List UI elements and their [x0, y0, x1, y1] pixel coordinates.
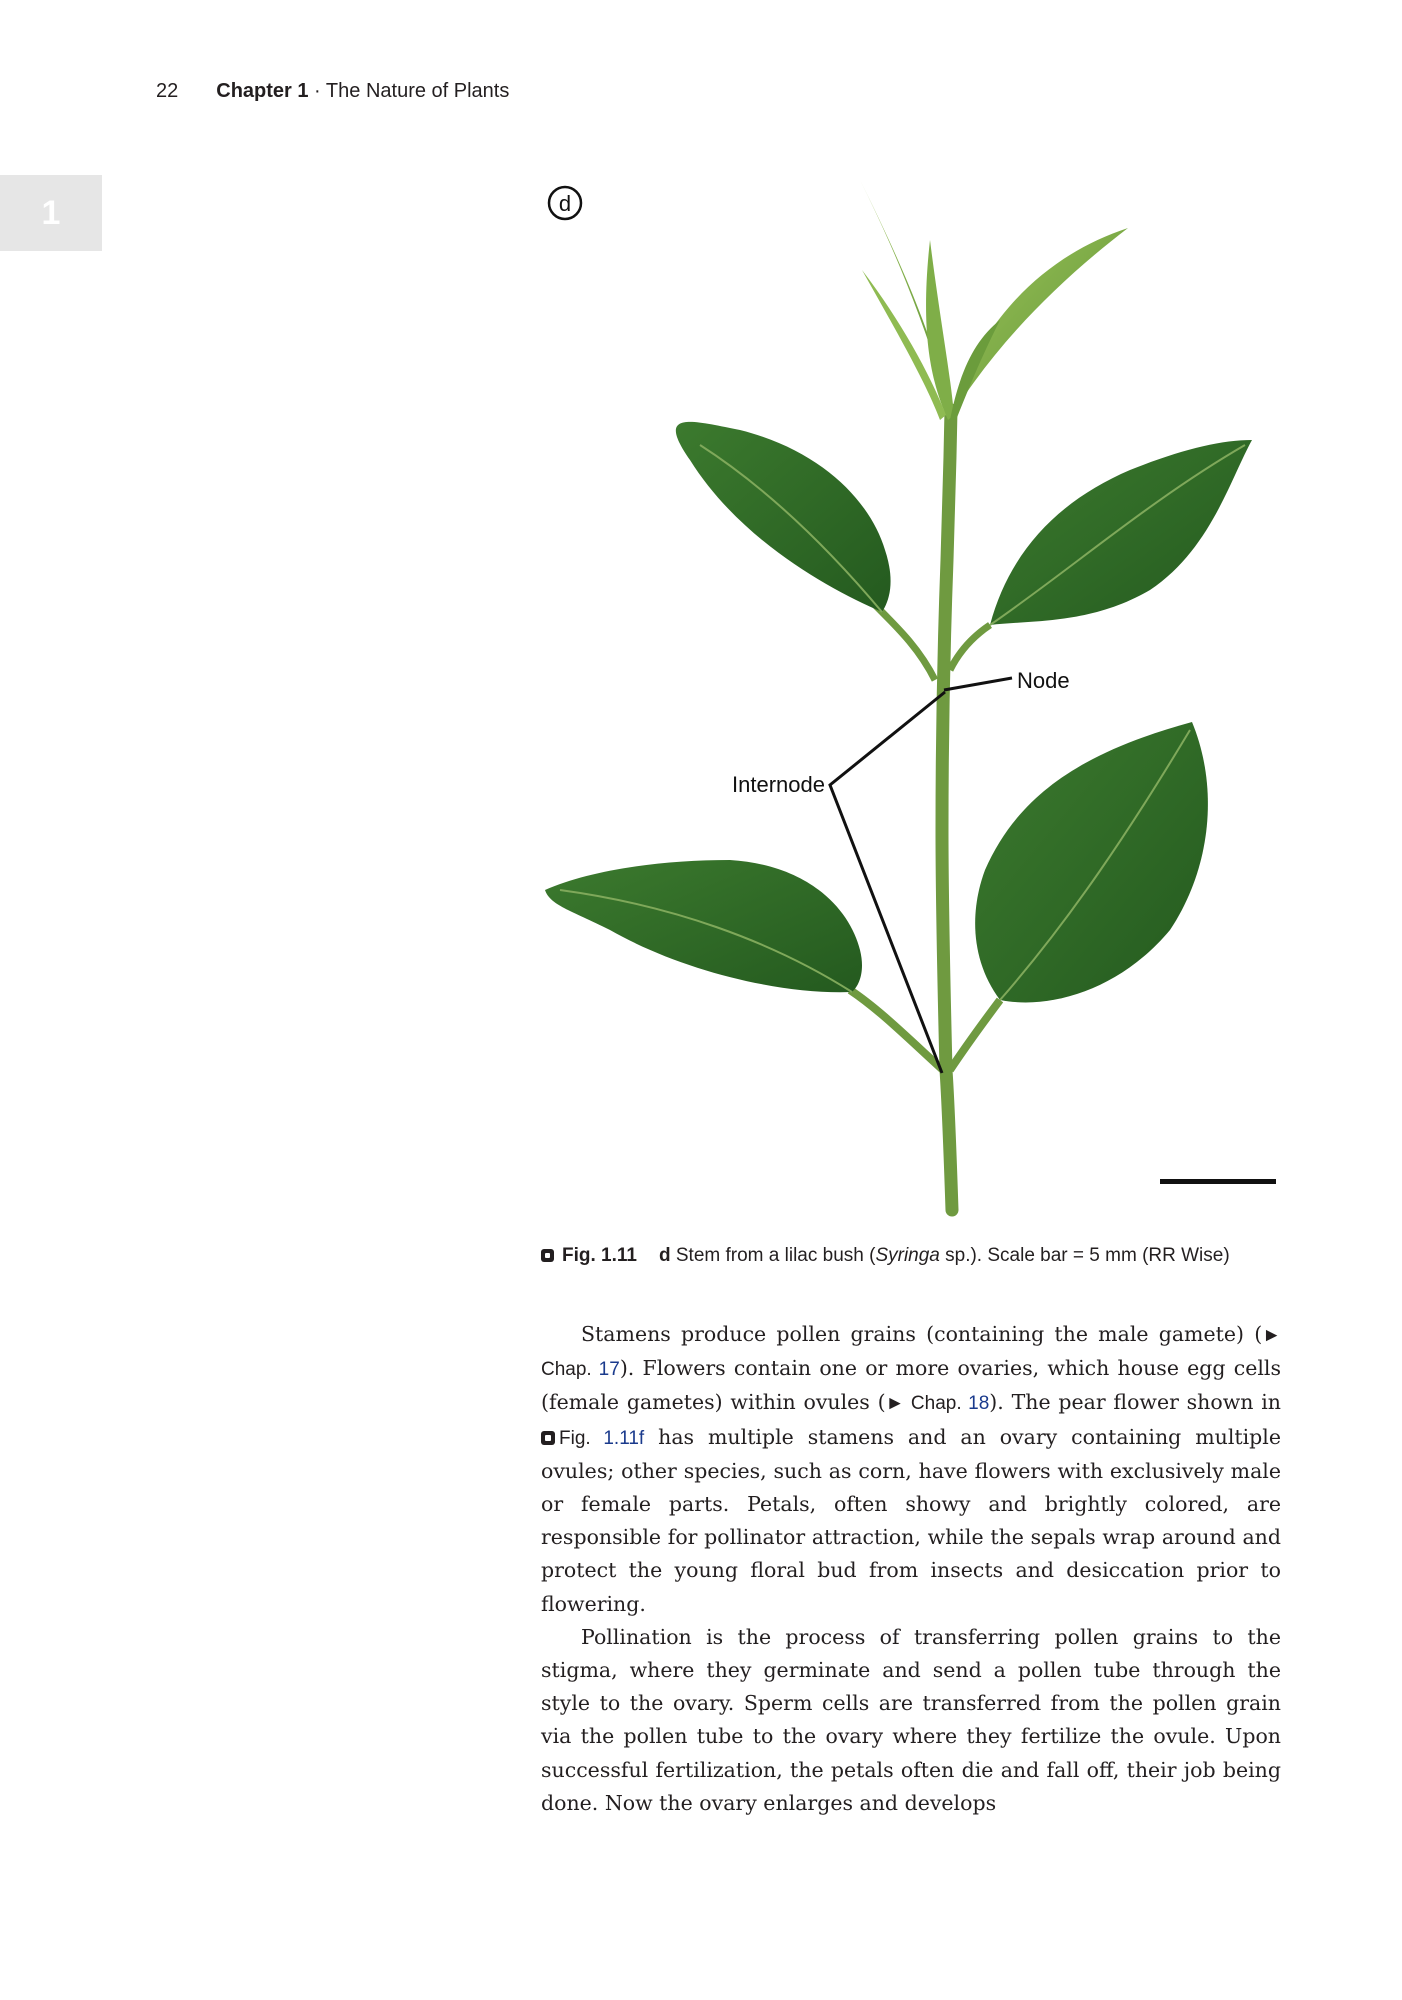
running-head — [156, 80, 509, 103]
caption-text-after: sp.). Scale bar = 5 mm (RR Wise) — [939, 1245, 1230, 1266]
chapter-title: The Nature of Plants — [325, 80, 510, 102]
chapter-tab: 1 — [0, 175, 102, 251]
caption-italic-genus: Syringa — [875, 1245, 940, 1266]
header-separator: · — [308, 80, 326, 102]
paragraph-1-text-b: ). Flowers contain one or more ovaries, which house egg cells (female gametes) within ovules ( — [541, 1356, 1281, 1415]
cross-ref-number: 18 — [968, 1393, 990, 1415]
paragraph-1-text-d: has multiple stamens and an ovary containing multiple ovules; other species, such as corn, have flowers with exclusively male or female parts. Petals, often showy and brightly colored, are responsible for pollinator attraction, while the sepals wrap around and protect the young floral bud from insects and desiccation prior to flowering. — [541, 1424, 1281, 1616]
leaf-lower-left — [545, 860, 943, 1070]
paragraph-1-text-c: ). The pear flower shown in — [989, 1390, 1281, 1415]
node-label: Node — [1017, 668, 1070, 693]
figure-caption — [541, 1245, 1281, 1267]
scale-bar — [1160, 1179, 1276, 1184]
main-stem — [942, 410, 952, 1210]
internode-label: Internode — [732, 772, 825, 797]
figure-lilac-stem — [530, 170, 1290, 1230]
cross-ref-number: 1.11f — [603, 1427, 645, 1449]
leaf-lower-right — [950, 722, 1208, 1070]
terminal-bud-leaves — [860, 180, 1128, 420]
leaf-upper-right — [950, 440, 1252, 670]
panel-letter-marker — [549, 187, 581, 219]
cross-ref-prefix: Fig. — [559, 1427, 604, 1449]
figure-number: Fig. 1.11 — [562, 1245, 637, 1266]
cross-ref-number: 17 — [598, 1359, 620, 1381]
figure-box-icon — [541, 1431, 555, 1445]
cross-ref-fig-1-11f[interactable] — [559, 1428, 644, 1449]
page-number: 22 — [156, 80, 179, 102]
chapter-label: Chapter 1 — [216, 80, 309, 102]
caption-panel-letter: d — [658, 1245, 671, 1266]
body-text — [541, 1318, 1281, 1820]
panel-letter: d — [558, 191, 572, 216]
cross-ref-prefix: ► Chap. — [885, 1393, 969, 1415]
paragraph-2: Pollination is the process of transferring pollen grains to the stigma, where they germinate and send a pollen tube through the style to the ovary. Sperm cells are transferred from the pollen grain via the pollen tube to the ovary where they fertilize the ovule. Upon successful fertilization, the petals often die and fall off, their job being done. Now the ovary enlarges and develops — [541, 1624, 1281, 1815]
paragraph-1-text-a: Stamens produce pollen grains (containing the male gamete) ( — [581, 1322, 1263, 1346]
cross-ref-prefix: ► Chap. — [541, 1325, 1281, 1381]
cross-ref-chap-18[interactable] — [886, 1393, 990, 1414]
node-leader-line — [944, 678, 1012, 690]
figure-box-icon — [541, 1249, 554, 1262]
paragraph-1 — [541, 1318, 1281, 1621]
caption-text-before: Stem from a lilac bush ( — [670, 1245, 876, 1266]
leaf-upper-left — [676, 422, 935, 680]
